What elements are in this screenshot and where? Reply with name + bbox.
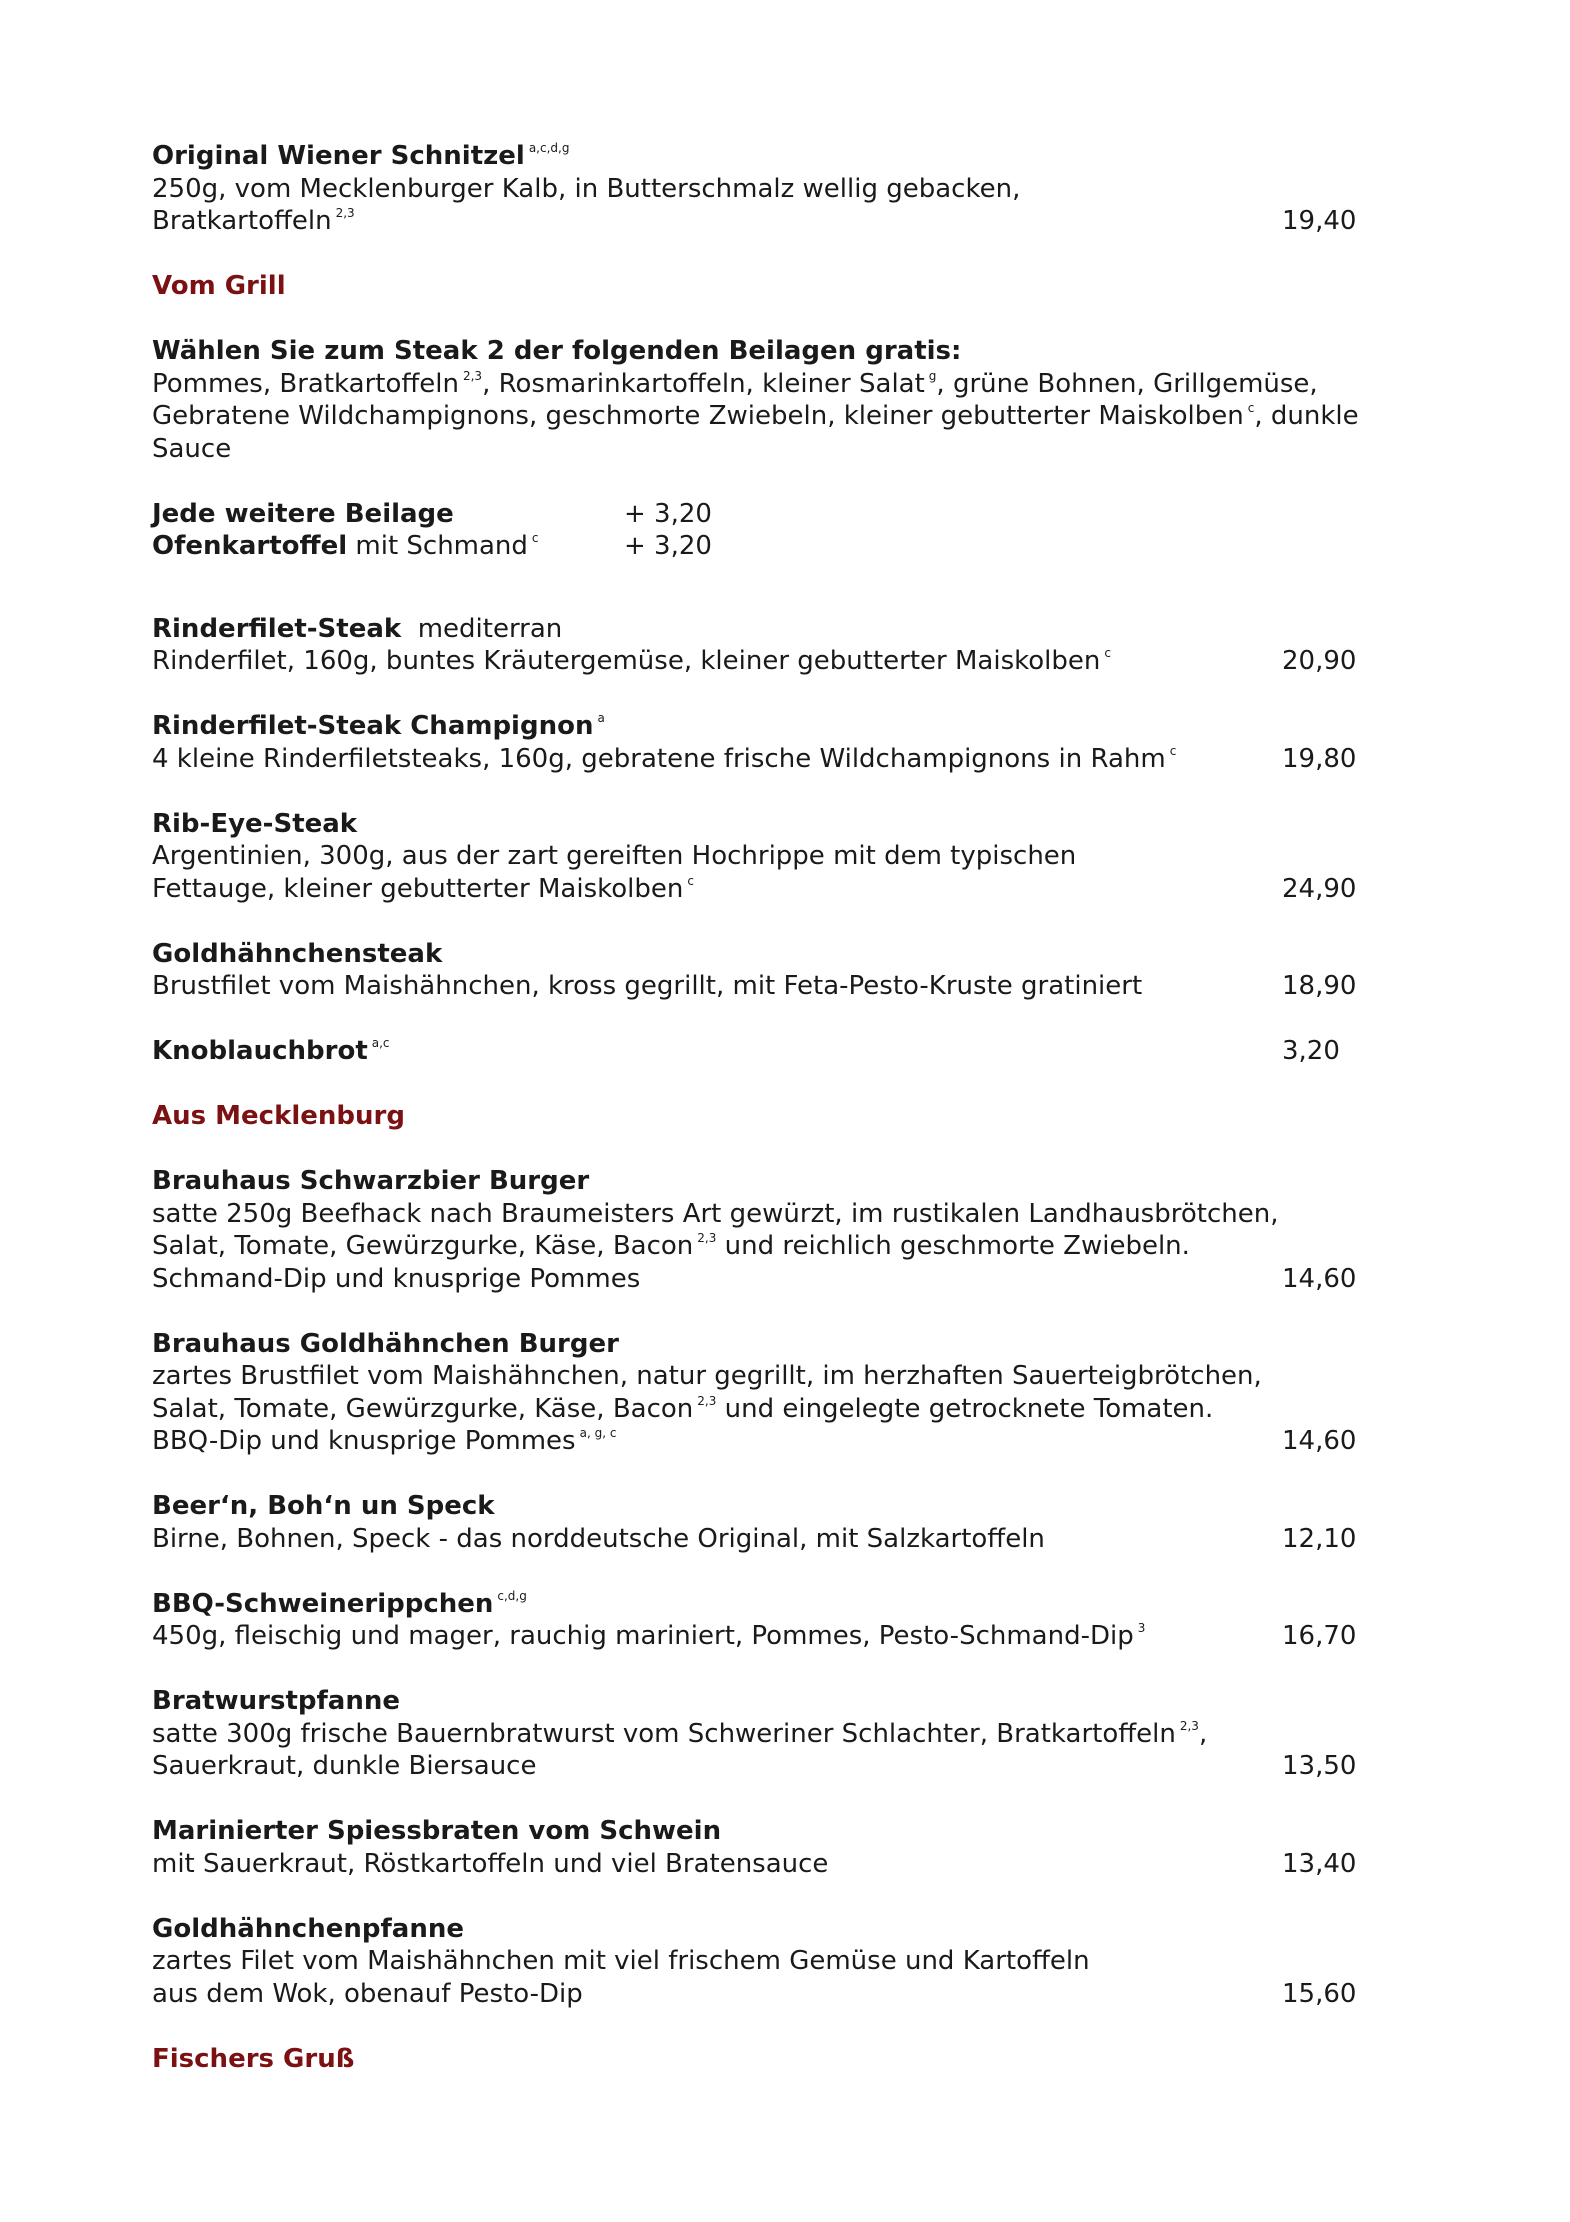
dish-title: Goldhähnchensteak — [152, 938, 443, 969]
dish-description: Birne, Bohnen, Speck - das norddeutsche Original, mit Salzkartoffeln 12,10 — [152, 1523, 1357, 1554]
dish-price: 18,90 — [1282, 971, 1357, 1001]
menu-page — [152, 140, 1382, 2075]
dish-price: 13,50 — [1282, 1751, 1357, 1781]
dish-title: Rib-Eye-Steak — [152, 808, 358, 839]
dish-price: 19,80 — [1282, 743, 1357, 774]
dish-description: Fettauge, kleiner gebutterter Maiskolben $^c$ 24,90 — [152, 873, 1357, 904]
dish-title: Knoblauchbrot $^{a,c}$ 3,20 — [152, 1036, 1340, 1066]
dish-description: Rinderfilet, 160g, buntes Kräutergemüse, kleiner gebutterter Maiskolben $^c$ 20,90 — [152, 646, 1357, 676]
dish-price: 3,20 — [1282, 1036, 1340, 1066]
sides-list: Sauce — [152, 433, 232, 464]
dish-description: 4 kleine Rinderfiletsteaks, 160g, gebratene frische Wildchampignons in Rahm $^c$ 19,80 — [152, 743, 1357, 774]
dish-title: Rinderfilet-Steak Champignon $^a$ — [152, 711, 605, 741]
dish-description: Sauerkraut, dunkle Biersauce 13,50 — [152, 1751, 1357, 1781]
dish-title: Rinderfilet-Steak mediterran — [152, 613, 563, 644]
sides-list: Gebratene Wildchampignons, geschmorte Zwiebeln, kleiner gebutterter Maiskolben $^c$, dunkle — [152, 401, 1359, 431]
dish-description: Brustfilet vom Maishähnchen, kross gegrillt, mit Feta-Pesto-Kruste gratiniert 18,90 — [152, 971, 1357, 1001]
section-heading-fish: Fischers Gruß — [152, 2043, 355, 2074]
dish-price: 20,90 — [1282, 646, 1357, 676]
dish-name: Original Wiener Schnitzel — [152, 141, 525, 171]
dish-description: 250g, vom Mecklenburger Kalb, in Butterschmalz wellig gebacken, — [152, 173, 1021, 204]
dish-description: zartes Brustfilet vom Maishähnchen, natur gegrillt, im herzhaften Sauerteigbrötchen, — [152, 1361, 1262, 1391]
baked-potato: Ofenkartoffel mit Schmand $^c$ + 3,20 — [152, 531, 712, 561]
dish-title: Marinierter Spiessbraten vom Schwein — [152, 1816, 722, 1846]
dish-description: Salat, Tomate, Gewürzgurke, Käse, Bacon $^{2,3}$ und eingelegte getrocknete Tomaten. — [152, 1393, 1214, 1424]
dish-description: 450g, fleischig und mager, rauchig mariniert, Pommes, Pesto-Schmand-Dip $^3$ 16,70 — [152, 1621, 1357, 1651]
dish-title: Bratwurstpfanne — [152, 1686, 400, 1716]
allergen-marker: a,c,d,g — [528, 141, 570, 156]
dish-description: satte 250g Beefhack nach Braumeisters Art gewürzt, im rustikalen Landhausbrötchen, — [152, 1198, 1279, 1229]
dish-description: mit Sauerkraut, Röstkartoffeln und viel Bratensauce 13,40 — [152, 1848, 1357, 1879]
schnitzel-title — [152, 140, 1382, 173]
section-heading-grill: Vom Grill — [152, 271, 286, 301]
dish-price: 13,40 — [1282, 1848, 1357, 1879]
dish-price: 14,60 — [1282, 1263, 1357, 1294]
dish-price: 14,60 — [1282, 1426, 1357, 1456]
dish-title: Goldhähnchenpfanne — [152, 1913, 464, 1944]
dish-title: Brauhaus Schwarzbier Burger — [152, 1166, 590, 1196]
dish-price: 24,90 — [1282, 873, 1357, 904]
dish-description: Argentinien, 300g, aus der zart gereiften Hochrippe mit dem typischen — [152, 841, 1077, 871]
sides-title: Wählen Sie zum Steak 2 der folgenden Beilagen gratis: — [152, 336, 962, 366]
additive-marker: 2,3 — [335, 206, 355, 221]
dish-title: BBQ-Schweinerippchen $^{c,d,g}$ — [152, 1588, 527, 1619]
dish-description: Salat, Tomate, Gewürzgurke, Käse, Bacon $^{2,3}$ und reichlich geschmorte Zwiebeln. — [152, 1231, 1190, 1261]
section-heading-mecklenburg: Aus Mecklenburg — [152, 1101, 405, 1131]
dish-price: 16,70 — [1282, 1621, 1357, 1651]
dish-price: 12,10 — [1282, 1523, 1357, 1554]
dish-description: zartes Filet vom Maishähnchen mit viel frischem Gemüse und Kartoffeln — [152, 1946, 1090, 1976]
dish-description: BBQ-Dip und knusprige Pommes $^{a, g, c}$ 14,60 — [152, 1426, 1357, 1456]
dish-price: 15,60 — [1282, 1978, 1357, 2009]
extra-side-price: + 3,20 — [624, 498, 712, 529]
sides-list: Pommes, Bratkartoffeln $^{2,3}$, Rosmarinkartoffeln, kleiner Salat $^g$, grüne Bohnen, Grillgemüse, — [152, 368, 1318, 399]
dish-description: Bratkartoffeln $^{2,3}$ 19,40 — [152, 206, 1357, 236]
dish-description: aus dem Wok, obenauf Pesto-Dip 15,60 — [152, 1978, 1357, 2009]
dish-title: Beer‘n, Boh‘n un Speck — [152, 1491, 495, 1521]
baked-potato-price: + 3,20 — [624, 531, 712, 561]
dish-description: satte 300g frische Bauernbratwurst vom Schweriner Schlachter, Bratkartoffeln $^{2,3}$, — [152, 1718, 1208, 1749]
dish-price: 19,40 — [1282, 206, 1357, 236]
dish-description: Schmand-Dip und knusprige Pommes 14,60 — [152, 1263, 1357, 1294]
dish-title: Brauhaus Goldhähnchen Burger — [152, 1328, 619, 1359]
extra-side: Jede weitere Beilage + 3,20 — [152, 498, 712, 529]
